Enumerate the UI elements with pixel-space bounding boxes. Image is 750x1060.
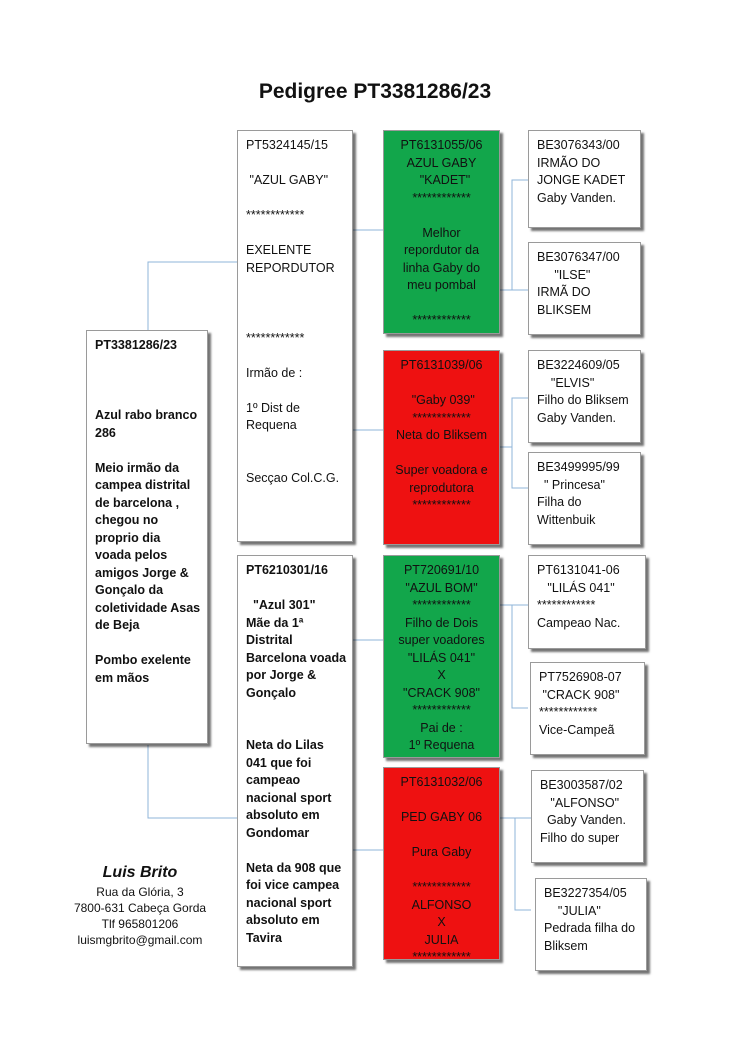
card-line: Filha do [537,495,582,509]
card-line: Melhor [422,225,461,240]
card-line: PT6131032/06 [400,775,483,789]
ggp-card-5 [528,555,646,649]
card-line [246,312,344,330]
card-line: "KADET" [412,173,471,187]
card-line: PT6131039/06 [400,358,483,372]
card-line: JONGE KADET [537,173,626,187]
grandsire-sire-lines [392,137,491,330]
card-line: AZUL GABY [406,155,477,170]
card-line: Gaby Vanden. [540,813,626,827]
card-line: PT5324145/15 [246,138,329,152]
page-title: Pedigree PT3381286/23 [258,80,492,103]
card-line: EXELENTE [246,243,312,257]
card-line: super voadores [398,633,485,647]
card-line: Barcelona voada [246,650,347,665]
breeder-info [70,862,210,948]
card-line: X [437,915,446,929]
granddam-sire-lines [392,357,491,515]
card-line: amigos Jorge & [95,565,189,580]
card-line: voada pelos [95,548,168,562]
card-line: Wittenbuik [537,512,596,527]
card-line: ************ [246,330,305,345]
card-line: BE3224609/05 [537,358,620,372]
card-line: "ELVIS" [537,375,595,390]
card-line: "LILÁS 041" [407,650,476,665]
card-line: reprodutora [409,480,474,495]
card-line: Campeao Nac. [537,615,621,630]
card-line: Azul rabo branco [95,408,198,422]
card-line: "Azul 301" [246,598,316,612]
card-line: "ALFONSO" [540,795,620,810]
card-line: chegou no [95,513,159,527]
card-line [246,190,344,208]
card-line: ************ [412,880,471,894]
card-line [246,225,344,243]
card-line: BE3227354/05 [544,886,627,900]
card-line: 286 [95,425,116,440]
card-line: "Gaby 039" [408,393,475,407]
ggp-card-6 [530,662,645,755]
card-line: Gaby Vanden. [537,410,616,425]
card-line: Irmão de : [246,365,303,380]
card-line: em mãos [95,670,150,685]
ggp-card-3 [528,350,641,443]
card-line: Filho do Bliksem [537,393,629,407]
card-line: de Beja [95,618,140,632]
card-line: Pombo exelente [95,653,191,667]
card-line: nacional sport [246,790,332,805]
card-line: "AZUL GABY" [246,173,329,187]
card-line: ************ [412,598,471,612]
dam-lines [246,562,347,947]
ggp-lines-4 [537,459,632,529]
card-line [95,635,199,653]
card-line: PT6131055/06 [400,138,483,152]
card-line [95,355,199,373]
card-line: Gonçalo da [95,583,164,597]
card-line [246,347,344,365]
card-line: Meio irmão da [95,460,180,475]
ggp-lines-2 [537,249,632,319]
ggp-lines-5 [537,562,637,632]
card-line: Vice-Campeã [539,722,615,737]
card-line [95,390,199,408]
breeder-address-line1: Rua da Glória, 3 [96,885,184,899]
card-line: "AZUL BOM" [405,580,478,595]
ggp-lines-3 [537,357,632,427]
breeder-address-line2: 7800-631 Cabeça Gorda [73,901,207,915]
breeder-phone: Tlf 965801206 [101,917,179,931]
ggp-lines-7 [540,777,635,847]
card-line: ************ [412,190,471,205]
card-line [246,842,344,860]
ggp-card-4 [528,452,641,545]
card-line [392,792,491,810]
card-line: Super voadora e [395,463,488,477]
ggp-card-8 [535,878,647,971]
card-line: REPORDUTOR [246,260,335,275]
card-line: PT3381286/23 [95,338,178,352]
card-line: foi vice campea [246,878,340,892]
card-line: 041 que foi [246,755,312,770]
card-line [246,580,344,598]
card-line [246,295,344,313]
card-line [392,445,491,463]
card-line: Pura Gaby [411,845,472,859]
card-line: " Princesa" [537,477,605,492]
ggp-lines-1 [537,137,632,207]
card-line: ************ [412,313,471,327]
breeder-email: luismgbrito@gmail.com [77,933,203,947]
card-line: Requena [246,418,297,432]
card-line: Tavira [246,930,282,945]
card-line: ************ [412,703,471,717]
card-line: campea distrital [95,478,191,492]
granddam-sire-card [383,350,500,545]
card-line: linha Gaby do [402,260,481,275]
dam-card [237,555,353,967]
card-line: Gonçalo [246,685,297,700]
card-line: Pedrada filha do [544,921,636,935]
card-line: Mãe da 1ª [246,615,304,630]
card-line: Gondomar [246,825,310,840]
card-line: Secçao Col.C.G. [246,470,340,485]
card-line [246,382,344,400]
card-line: BE3076347/00 [537,250,620,264]
card-line: ************ [412,950,471,960]
card-line: nacional sport [246,895,332,910]
card-line: ************ [246,208,305,222]
card-line: repordutor da [403,243,480,257]
card-line [392,862,491,880]
card-line [392,375,491,393]
card-line: PT720691/10 [403,563,480,577]
card-line [95,442,199,460]
card-line: JULIA [424,932,459,947]
ggp-card-2 [528,242,641,335]
card-line: BE3076343/00 [537,138,620,152]
sire-lines [246,137,344,487]
card-line: Gaby Vanden. [537,190,616,205]
card-line: BE3003587/02 [540,778,623,792]
grandsire-sire-card [383,130,500,334]
subject-card [86,330,208,744]
card-line: "CRACK 908" [539,687,620,702]
card-line [246,452,344,470]
card-line [246,277,344,295]
ggp-lines-8 [544,885,638,955]
card-line: IRMÃ DO [537,285,591,299]
card-line: ************ [412,410,471,425]
card-line: campeao [246,773,301,787]
card-line: Neta do Lilas [246,738,324,752]
card-line: ALFONSO [411,897,472,912]
card-line: Filho de Dois [405,615,478,630]
card-line [246,720,344,738]
card-line [95,372,199,390]
card-line: "LILÁS 041" [537,580,615,595]
card-line: ************ [539,705,598,719]
card-line: "CRACK 908" [403,685,480,700]
card-line: PT6131041-06 [537,563,620,577]
card-line [246,435,344,453]
card-line: PED GABY 06 [400,810,483,824]
card-line: de barcelona , [95,495,180,510]
card-line [392,827,491,845]
card-line: Filho do super [540,830,620,845]
card-line [392,207,491,225]
sire-card [237,130,353,542]
card-line: BE3499995/99 [537,460,620,474]
card-line: coletividade Asas [95,600,201,615]
card-line: PT6210301/16 [246,563,329,577]
card-line: absoluto em [246,913,320,927]
breeder-name: Luis Brito [102,864,178,881]
card-line: BLIKSEM [537,302,592,317]
ggp-card-7 [531,770,644,863]
granddam-dam-card [383,767,500,960]
card-line: "JULIA" [544,903,601,918]
card-line: Pai de : [420,720,463,735]
card-line: proprio dia [95,530,161,545]
subject-lines [95,337,199,687]
granddam-dam-lines [392,774,491,960]
card-line: Neta do Bliksem [395,428,487,442]
grandsire-dam-card [383,555,500,758]
card-line: X [437,668,446,682]
card-line [246,155,344,173]
card-line: 1º Requena [408,738,475,752]
card-line [246,702,344,720]
card-line: ************ [537,598,596,612]
card-line: meu pombal [407,278,476,292]
ggp-lines-6 [539,669,636,739]
card-line: Neta da 908 que [246,860,342,875]
card-line: 1º Dist de [246,400,300,415]
card-line: Distrital [246,633,293,647]
card-line: IRMÃO DO [537,155,601,170]
card-line: absoluto em [246,808,320,822]
card-line: ************ [412,498,471,512]
card-line [392,295,491,313]
ggp-card-1 [528,130,641,228]
card-line: "ILSE" [537,267,591,282]
card-line: PT7526908-07 [539,670,622,684]
grandsire-dam-lines [392,562,491,755]
card-line: Bliksem [544,938,588,953]
card-line: por Jorge & [246,668,317,682]
